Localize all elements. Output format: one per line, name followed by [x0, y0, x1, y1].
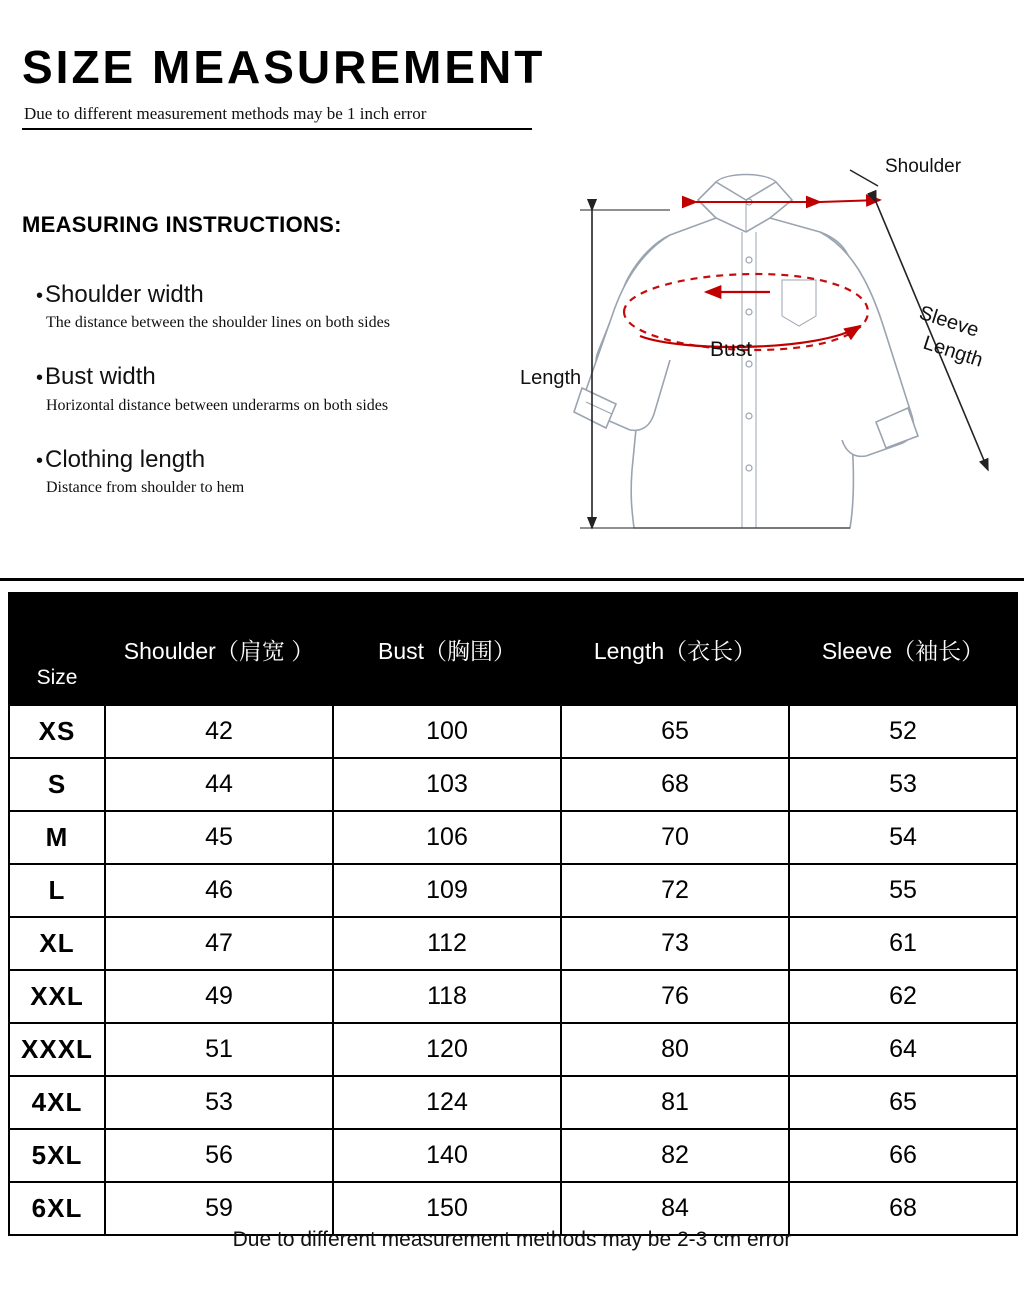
- table-header: [9, 593, 1017, 705]
- cell-length: 72: [561, 864, 789, 917]
- shoulder-leader-line: [850, 170, 878, 186]
- cell-sleeve: 62: [789, 970, 1017, 1023]
- cell-sleeve: 55: [789, 864, 1017, 917]
- column-header-length: Length（衣长）: [561, 593, 789, 705]
- cell-length: 70: [561, 811, 789, 864]
- cell-length: 65: [561, 705, 789, 758]
- bullet-icon: •: [36, 367, 44, 390]
- cell-sleeve: 66: [789, 1129, 1017, 1182]
- cell-sleeve: 52: [789, 705, 1017, 758]
- table-footnote: Due to different measurement methods may be 2-3 cm error: [232, 1228, 792, 1251]
- size-table-wrap: [8, 592, 1016, 1236]
- bullet-icon: •: [36, 449, 44, 472]
- instructions-list: [36, 282, 536, 529]
- cell-sleeve: 53: [789, 758, 1017, 811]
- label-length: Length: [520, 367, 582, 389]
- cell-size: XXXL: [9, 1023, 105, 1076]
- cell-length: 68: [561, 758, 789, 811]
- cell-shoulder: 53: [105, 1076, 333, 1129]
- table-row: [9, 758, 1017, 811]
- label-sleeve-line2: Length: [920, 331, 986, 372]
- cell-bust: 112: [333, 917, 561, 970]
- cell-size: 5XL: [9, 1129, 105, 1182]
- cell-shoulder: 59: [105, 1182, 333, 1235]
- cell-size: XS: [9, 705, 105, 758]
- header-divider: [22, 128, 532, 130]
- cell-bust: 100: [333, 705, 561, 758]
- cell-sleeve: 68: [789, 1182, 1017, 1235]
- cell-length: 84: [561, 1182, 789, 1235]
- table-body: [9, 705, 1017, 1235]
- bullet-icon: •: [36, 285, 44, 307]
- cell-length: 82: [561, 1129, 789, 1182]
- instruction-term-label: Bust width: [45, 363, 156, 391]
- cell-shoulder: 45: [105, 811, 333, 864]
- instruction-term-label: Shoulder width: [45, 281, 204, 308]
- cell-bust: 103: [333, 758, 561, 811]
- cell-length: 80: [561, 1023, 789, 1076]
- column-header-sleeve: Sleeve（袖长）: [789, 593, 1017, 705]
- instruction-term-label: Clothing length: [45, 445, 206, 473]
- list-item: [36, 282, 536, 332]
- cell-shoulder: 42: [105, 705, 333, 758]
- table-row: [9, 864, 1017, 917]
- page-subtitle: Due to different measurement methods may be 1 inch error: [24, 104, 427, 123]
- list-item: [36, 364, 536, 414]
- cell-bust: 124: [333, 1076, 561, 1129]
- list-item: [36, 447, 536, 497]
- column-header-shoulder: Shoulder（肩宽 ）: [105, 593, 333, 705]
- instruction-term: [36, 447, 536, 473]
- cell-bust: 118: [333, 970, 561, 1023]
- size-table: [8, 592, 1018, 1236]
- label-sleeve-line1: Sleeve: [916, 301, 982, 342]
- label-bust: Bust: [710, 338, 753, 361]
- table-row: [9, 705, 1017, 758]
- cell-size: M: [9, 811, 105, 864]
- table-header-row: [9, 593, 1017, 705]
- cell-size: L: [9, 864, 105, 917]
- cell-sleeve: 65: [789, 1076, 1017, 1129]
- cell-sleeve: 64: [789, 1023, 1017, 1076]
- cell-bust: 106: [333, 811, 561, 864]
- table-row: [9, 1023, 1017, 1076]
- instruction-desc: Distance from shoulder to hem: [46, 479, 245, 497]
- cell-bust: 140: [333, 1129, 561, 1182]
- cell-size: 4XL: [9, 1076, 105, 1129]
- cell-length: 76: [561, 970, 789, 1023]
- shirt-diagram: [520, 140, 1020, 570]
- instruction-desc: Horizontal distance between underarms on both sides: [46, 396, 389, 414]
- table-row: [9, 1129, 1017, 1182]
- instructions-heading: MEASURING INSTRUCTIONS:: [22, 212, 342, 237]
- table-row: [9, 970, 1017, 1023]
- column-header-bust: Bust（胸围）: [333, 593, 561, 705]
- cell-shoulder: 44: [105, 758, 333, 811]
- section-divider: [0, 578, 1024, 581]
- instruction-term: [36, 364, 536, 390]
- cell-sleeve: 61: [789, 917, 1017, 970]
- cell-shoulder: 46: [105, 864, 333, 917]
- cell-bust: 150: [333, 1182, 561, 1235]
- cell-shoulder: 49: [105, 970, 333, 1023]
- cell-size: S: [9, 758, 105, 811]
- instruction-term: [36, 282, 536, 308]
- cell-bust: 120: [333, 1023, 561, 1076]
- table-row: [9, 811, 1017, 864]
- cell-shoulder: 47: [105, 917, 333, 970]
- table-row: [9, 1076, 1017, 1129]
- column-header-size: Size: [9, 593, 105, 705]
- label-shoulder: Shoulder: [885, 156, 962, 177]
- instruction-desc: The distance between the shoulder lines on both sides: [46, 314, 390, 332]
- table-row: [9, 917, 1017, 970]
- cell-length: 73: [561, 917, 789, 970]
- cell-length: 81: [561, 1076, 789, 1129]
- cell-size: XXL: [9, 970, 105, 1023]
- cell-shoulder: 56: [105, 1129, 333, 1182]
- cell-size: XL: [9, 917, 105, 970]
- cell-bust: 109: [333, 864, 561, 917]
- page-title: SIZE MEASUREMENT: [22, 41, 546, 93]
- cell-shoulder: 51: [105, 1023, 333, 1076]
- cell-sleeve: 54: [789, 811, 1017, 864]
- cell-size: 6XL: [9, 1182, 105, 1235]
